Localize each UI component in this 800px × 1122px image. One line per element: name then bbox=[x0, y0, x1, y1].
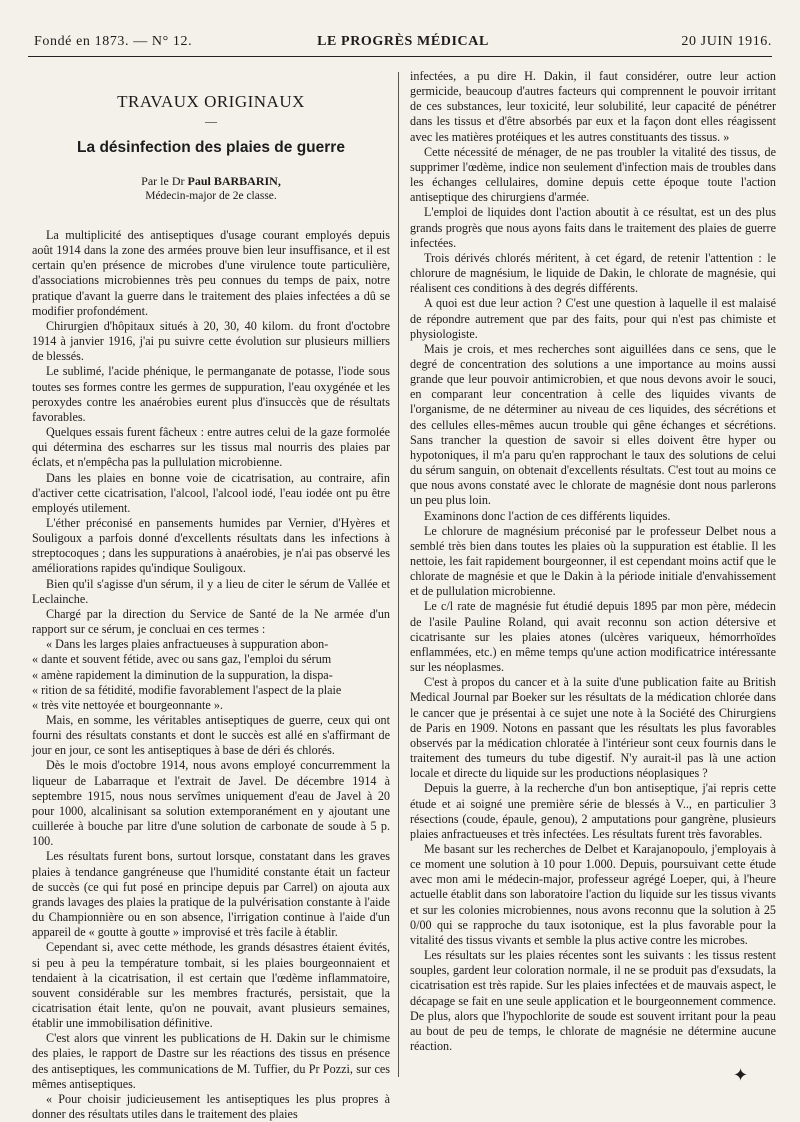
quote-line: « très vite nettoyée et bourgeonnante ». bbox=[32, 697, 223, 712]
paragraph: Dans les plaies en bonne voie de cicatrisation, au contraire, afin d'activer cette cicatrisation, l'alcool, l'alcool iodé, l'eau iodée ont pu être employés utilement. bbox=[32, 470, 390, 515]
paragraph: Cette nécessité de ménager, de ne pas troubler la vitalité des tissus, de supprimer l'œdème, indice non seulement d'infection mais de troubles dans les échanges cellulaires, domine depuis cette époque toute l'action antiseptique des chirurgiens d'armée. bbox=[410, 144, 776, 205]
paragraph: L'emploi de liquides dont l'action aboutit à ce résultat, est un des plus grands progrès que nous ayons faits dans le traitement des plaies de guerre infectées. bbox=[410, 205, 776, 250]
byline-prefix: Par le Dr bbox=[141, 174, 185, 188]
paragraph: Le c/l rate de magnésie fut étudié depuis 1895 par mon père, médecin de l'asile Pauline Roland, qui avait reconnu son action détersive et cicatrisante sur les plaies atones (ulcères variqueux, hémorrhoïdes enflammées, etc.) en même temps qu'une action modificatrice intéressante sur les néoplasmes. bbox=[410, 599, 776, 675]
paragraph: Quelques essais furent fâcheux : entre autres celui de la gaze formolée qui détermina des escharres sur les tissus mal nourris des plaies par éclats, et n'empêcha pas la pullulation microbienne. bbox=[32, 425, 390, 470]
paragraph: Me basant sur les recherches de Delbet et Karajanopoulo, j'employais à ce moment une solution à 10 pour 1.000. Depuis, poursuivant cette étude avec mon ami le médecin-major, professeur agrégé Loeper, qui, à l'heure actuelle établit dans son laboratoire l'action du liquide sur les tissus vivants et sur les colonies microbiennes, nous avons reconnu que la solution à 25 0/00 qui se rapproche du taux isotonique, est la plus favorable pour la vitalité des tissus vivants et semble la plus active contre les microbes. bbox=[410, 841, 776, 947]
quote-line: « rition de sa fétidité, modifie favorablement l'aspect de la plaie bbox=[32, 682, 342, 697]
header-founded: Fondé en 1873. — N° 12. bbox=[34, 34, 193, 49]
author-role: Médecin-major de 2e classe. bbox=[145, 190, 277, 202]
article-title: La désinfection des plaies de guerre bbox=[77, 139, 345, 156]
paragraph: Les résultats sur les plaies récentes sont les suivants : les tissus restent souples, gardent leur coloration normale, il ne se produit pas d'exsudats, la cicatrisation est très rapide. Sur les plaies infectées et de mauvais aspect, le décapage se fait en une seule application et le bourgeonnement commence. De plus, alors que l'hypochlorite de soude est souvent irritant pour la peau au bout de peu de temps, le chlorate de magnésie ne détermine aucune réaction. bbox=[410, 948, 776, 1053]
journal-title: LE PROGRÈS MÉDICAL bbox=[317, 34, 489, 49]
section-dash: — bbox=[205, 114, 217, 128]
quote-line: « Dans les larges plaies anfractueuses à suppuration abon- bbox=[46, 637, 329, 652]
end-ornament: ✦ bbox=[733, 1065, 749, 1086]
paragraph: Depuis la guerre, à la recherche d'un bon antiseptique, j'ai repris cette étude et ai soigné une première série de blessés à V.., en particulier 3 résections (coude, épaule, genou), 2 amputations pour gangrène, plusieurs plaies anfractueuses et très infectées. Les résultats furent très favorables. bbox=[410, 781, 776, 841]
paragraph: Examinons donc l'action de ces différents liquides. bbox=[424, 508, 671, 523]
paragraph: infectées, a pu dire H. Dakin, il faut considérer, outre leur action germicide, beaucoup d'autres facteurs qui comprennent le pouvoir irritant de ces substances, leur toxicité, leur solubilité, leur capacité de pénétrer dans les tissus et d'être absorbés par eux et la façon dont elles réagissent avec les matières protéiques et les autres constituants des tissus. » bbox=[410, 69, 776, 144]
paragraph: Chirurgien d'hôpitaux situés à 20, 30, 40 kilom. du front d'octobre 1914 à janvier 1916, j'ai pu suivre cette évolution sur plusieurs milliers de blessés. bbox=[32, 318, 390, 364]
paragraph: « Pour choisir judicieusement les antiseptiques les plus propres à donner des résultats utiles dans le traitement des plaies bbox=[32, 1091, 390, 1122]
paragraph: Dès le mois d'octobre 1914, nous avons employé concurremment la liqueur de Labarraque et l'extrait de Javel. De décembre 1914 à septembre 1915, nous nous servîmes uniquement d'eau de Javel à 20 pour 1000, alcalinisant sa solution extemporanément en y ajoutant une cuillerée à bouche par litre d'une solution de carbonate de soude à 5 p. 100. bbox=[32, 758, 390, 849]
paragraph: Le sublimé, l'acide phénique, le permanganate de potasse, l'iode sous toutes ses formes contre les germes de suppuration, l'eau oxygénée et les peroxydes contre les anaérobies eurent plus d'insuccès que de résultats favorables. bbox=[32, 364, 390, 424]
header-date: 20 JUIN 1916. bbox=[681, 34, 772, 49]
paragraph: L'éther préconisé en pansements humides par Vernier, d'Hyères et Souligoux a parfois donné d'excellents résultats dans les infections à streptocoques ; dans les suppurations à anaérobies, je n'ai pas observé les améliorations rapides qu'indique Souligoux. bbox=[32, 515, 390, 576]
byline bbox=[32, 174, 390, 204]
paragraph: C'est alors que vinrent les publications de H. Dakin sur le chimisme des plaies, le rapport de Dastre sur les réactions des tissus en présence des antiseptiques, les communications de M. Tuffier, du Pr Pozzi, sur ces mêmes antiseptiques. bbox=[32, 1031, 390, 1091]
quote-line: « dante et souvent fétide, avec ou sans gaz, l'emploi du sérum bbox=[32, 652, 332, 667]
paragraph: C'est à propos du cancer et à la suite d'une publication faite au British Medical Journal par Boeker sur les résultats de la médication chlorée dans le cancer que je présentai à ce sujet une note à la Société des Chirurgiens de Paris en 1909. Notons en passant que les résultats les plus favorables observés par la médication chloratée à l'intérieur sont ceux fournis dans le traitement des tumeurs du tube digestif. N'y aurait-il pas là une action locale et directe du liquide sur les productions néoplasiques ? bbox=[410, 675, 776, 781]
left-column bbox=[32, 70, 390, 1122]
right-column bbox=[410, 69, 776, 1054]
paragraph: A quoi est due leur action ? C'est une question à laquelle il est malaisé de répondre autrement que par des faits, pour qui n'est pas chimiste et physiologiste. bbox=[410, 296, 776, 341]
paragraph: Chargé par la direction du Service de Santé de la Ne armée d'un rapport sur ce sérum, je concluai en ces termes : bbox=[32, 606, 390, 637]
paragraph: Cependant si, avec cette méthode, les grands désastres étaient évités, si peu à peu la température tombait, si les plaies bourgeonnaient et tendaient à la cicatrisation, il est certain que l'œdème inflammatoire, souvent considérable sur les membres fracturés, persistait, que la cicatrisation était lente, qu'on ne pouvait, avant plusieurs semaines, établir une immobilisation définitive. bbox=[32, 940, 390, 1031]
paragraph: Bien qu'il s'agisse d'un sérum, il y a lieu de citer le sérum de Vallée et Leclainche. bbox=[32, 576, 390, 606]
header-rule bbox=[28, 56, 772, 57]
paragraph: La multiplicité des antiseptiques d'usage courant employés depuis août 1914 dans la zone des armées prouve bien leur insuffisance, et il est certain qu'en présence de microbes d'une virulence toute particulière, d'associations microbiennes très peu connues du temps de paix, notre pratique d'avant la guerre dans le traitement des plaies infectées a dû se modifier profondément. bbox=[32, 228, 390, 318]
quote-line: « amène rapidement la diminution de la suppuration, la dispa- bbox=[32, 667, 333, 682]
author-name: Paul BARBARIN, bbox=[187, 174, 281, 188]
paragraph: Les résultats furent bons, surtout lorsque, constatant dans les graves plaies à tendance gangréneuse que l'humidité constante était un facteur de succès (ce qui fut posé en principe depuis par Carrel) on ajouta aux grands lavages des plaies la pratique de la pulvérisation constante à l'aide du Championnière ou en son absence, l'irrigation continue à l'aide d'un appareil de « goutte à goutte » improvisé et très facile à établir. bbox=[32, 849, 390, 940]
paragraph: Mais, en somme, les véritables antiseptiques de guerre, ceux qui ont fourni des résultats constants et dont le succès est allé en s'affirmant de jour en jour, ce sont les antiseptiques à base de déri és chlorés. bbox=[32, 713, 390, 758]
section-title: TRAVAUX ORIGINAUX bbox=[117, 92, 305, 111]
running-header bbox=[34, 34, 772, 54]
paragraph: Mais je crois, et mes recherches sont aiguillées dans ce sens, que le degré de concentration des solutions a une importance au moins aussi grande que leur pouvoir antimicrobien, et que nous devons avoir le souci, en comparant leur concentration à celle des liquides vivants de l'organisme, de ne déterminer au niveau de ces liquides, des sécrétions et des cellules elles-mêmes aucun trouble qui gêne échanges et sécrétions. Sans trancher la question de savoir si elles doivent être hyper ou hypotoniques, il m'a paru qu'en rapprochant le taux des solutions de celui du sérum sanguin, on obtenait d'excellents résultats. C'est tout au moins ce que nous avons constaté avec le chlorate de magnésie dont nous parlerons un peu plus loin. bbox=[410, 341, 776, 508]
paragraph: Le chlorure de magnésium préconisé par le professeur Delbet nous a semblé très bien dans toutes les plaies où la suppuration est établie. Il les nettoie, les fait rapidement bourgeonner, il est cependant moins actif que le chlorate de magnésie et que le Dakin à la période initiale d'envahissement et de pullulation microbienne. bbox=[410, 523, 776, 599]
paragraph: Trois dérivés chlorés méritent, à cet égard, de retenir l'attention : le chlorure de magnésium, le liquide de Dakin, le chlorate de magnésie, qui réalisent ces conditions à des degrés différents. bbox=[410, 250, 776, 296]
column-divider bbox=[398, 72, 399, 1077]
